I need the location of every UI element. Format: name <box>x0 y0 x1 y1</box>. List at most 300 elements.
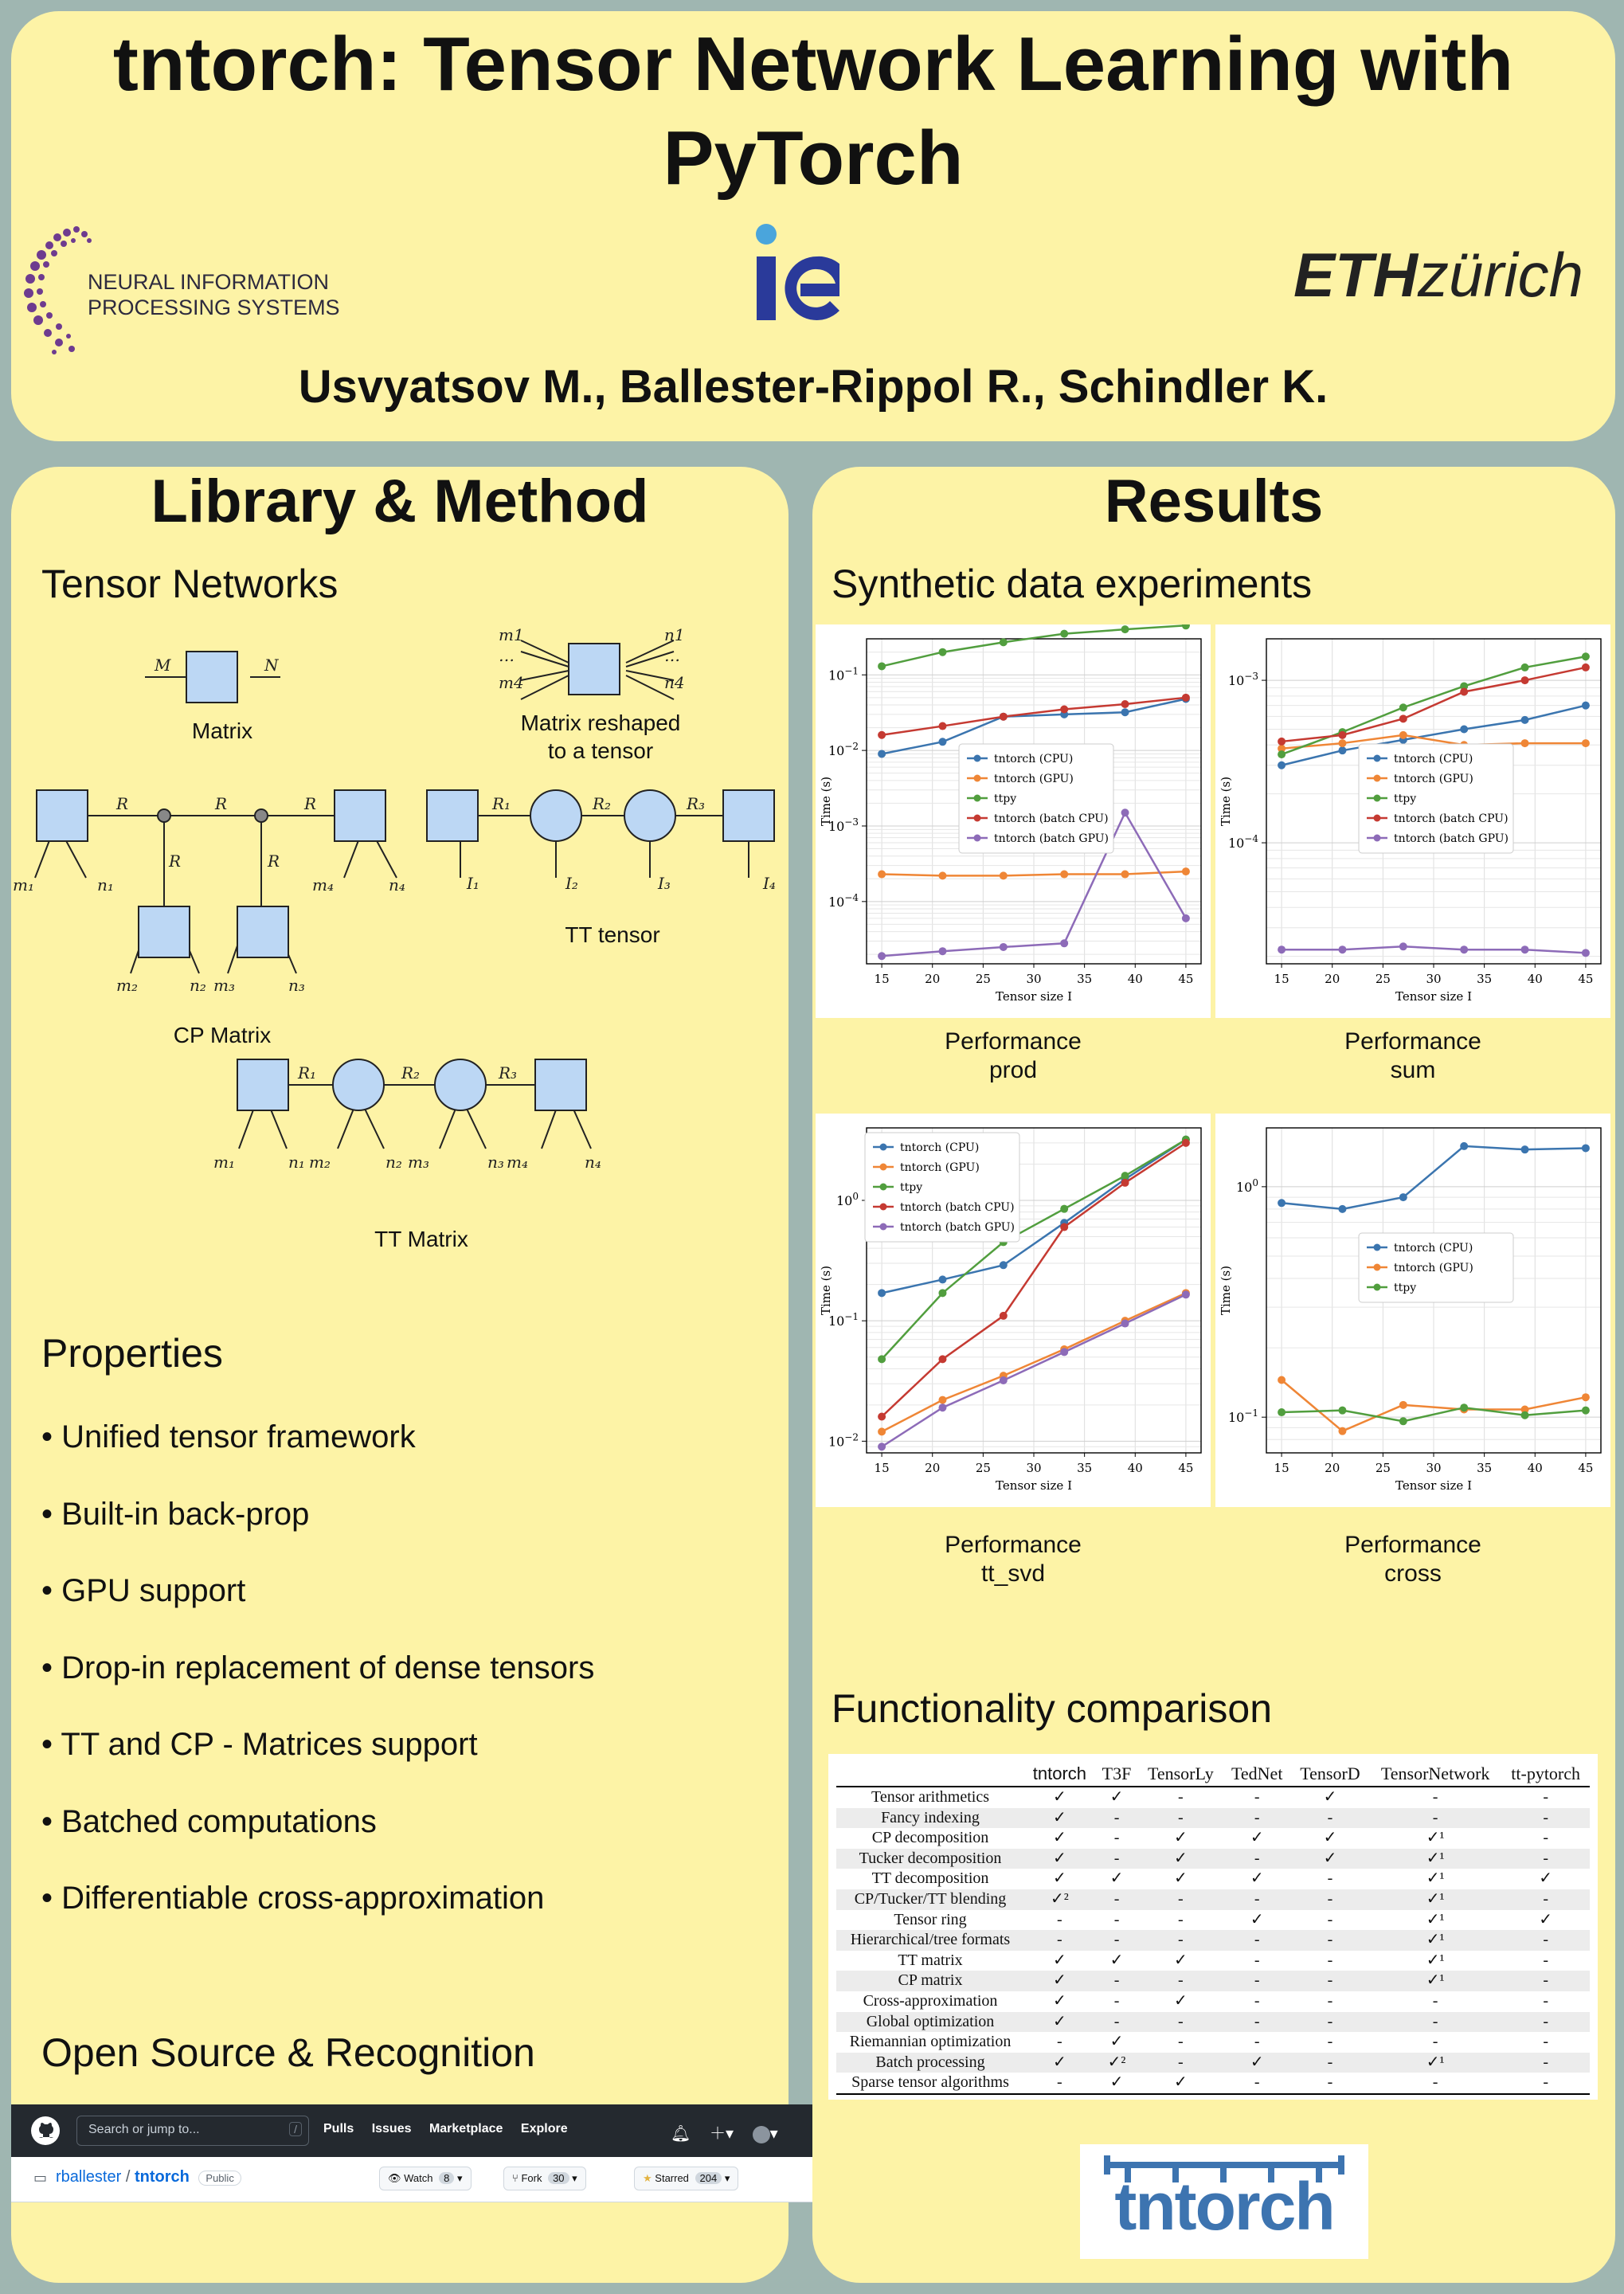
table-cell: ✓ <box>1250 1910 1264 1928</box>
repo-owner-link[interactable]: rballester <box>56 2168 122 2186</box>
github-topbar-actions <box>671 2120 778 2143</box>
fork-icon: ⑂ <box>512 2172 519 2184</box>
data-point <box>1582 1407 1590 1415</box>
table-cell: - <box>1501 2012 1590 2033</box>
svg-text:R₃: R₃ <box>499 1063 518 1082</box>
table-cell: - <box>1223 1889 1291 1910</box>
svg-text:R₁: R₁ <box>492 794 511 813</box>
table-cell: ✓ <box>1138 1849 1223 1869</box>
svg-text:n₃: n₃ <box>288 976 305 995</box>
svg-text:m₄: m₄ <box>312 875 334 895</box>
table-cell: - <box>1291 1971 1369 1991</box>
cp-hub-1 <box>158 809 170 822</box>
tt-tensor-core-4 <box>723 790 774 841</box>
data-point <box>1121 625 1129 633</box>
x-tick-label: 15 <box>1274 972 1289 986</box>
table-cell: - <box>1223 2073 1291 2094</box>
table-cell: ✓ <box>1173 1829 1188 1847</box>
data-point <box>1121 708 1129 716</box>
table-cell: ✓ <box>1539 1910 1553 1928</box>
table-cell: ✓ <box>1539 1869 1553 1888</box>
table-cell: - <box>1113 1991 1120 2010</box>
x-tick-label: 25 <box>1375 1461 1391 1475</box>
svg-text:I₁: I₁ <box>467 874 479 893</box>
table-row-label: Riemannian optimization <box>849 2033 1012 2051</box>
legend-label: ttpy <box>1394 1282 1417 1294</box>
tt-tensor-core-3 <box>624 790 675 841</box>
table-row-label: Fancy indexing <box>836 1808 1024 1829</box>
x-tick-label: 30 <box>1426 1461 1442 1475</box>
data-point <box>1182 1139 1190 1147</box>
data-point <box>938 1396 946 1404</box>
legend-label: tntorch (batch CPU) <box>1394 812 1509 825</box>
svg-text:R: R <box>304 794 317 813</box>
table-cell: ✓² <box>1024 1889 1095 1910</box>
data-point <box>878 750 886 757</box>
legend <box>1359 1233 1513 1302</box>
legend-label: tntorch (batch GPU) <box>900 1221 1015 1234</box>
data-point <box>1521 676 1529 684</box>
x-tick-label: 20 <box>1325 1461 1340 1475</box>
watch-button[interactable]: 👁︎ Watch 8 ▾ <box>379 2167 472 2190</box>
github-nav <box>323 2122 568 2136</box>
table-cell: - <box>1095 1849 1139 1869</box>
functionality-table-wrap <box>828 1754 1598 2100</box>
data-point <box>1000 1312 1008 1320</box>
data-point <box>1399 703 1407 711</box>
tensor-networks-heading: Tensor Networks <box>41 562 338 606</box>
property-item: • Unified tensor framework <box>41 1419 416 1454</box>
bell-icon[interactable]: 🔔︎ <box>671 2125 691 2143</box>
legend-label: tntorch (GPU) <box>1394 773 1473 785</box>
github-search-input[interactable] <box>76 2116 309 2146</box>
reshaped-caption-line1: Matrix reshaped <box>520 711 681 735</box>
x-tick-label: 20 <box>925 972 941 986</box>
table-cell: - <box>1138 2053 1223 2073</box>
eye-icon: 👁︎ <box>388 2172 401 2184</box>
x-tick-label: 20 <box>1325 972 1340 986</box>
reshaped-caption-line2: to a tensor <box>547 738 654 763</box>
y-tick-label: $10^0$ <box>836 1191 859 1209</box>
eth-logo-suffix: zürich <box>1418 240 1584 310</box>
table-header-cell: TensorD <box>1291 1762 1369 1787</box>
table-cell: ✓ <box>1024 2012 1095 2033</box>
table-row-label: Cross-approximation <box>863 1991 998 2010</box>
plot-tt-svd-svg <box>816 1114 1211 1507</box>
svg-text:m₁: m₁ <box>213 1153 235 1172</box>
table-cell: - <box>1223 1971 1291 1991</box>
data-point <box>878 1427 886 1435</box>
table-cell: - <box>1095 1971 1139 1991</box>
table-cell: ✓ <box>1109 1951 1124 1969</box>
data-point <box>1399 714 1407 722</box>
functionality-table <box>836 1762 1590 2095</box>
github-topbar <box>11 2104 816 2157</box>
table-row <box>836 1951 1590 1971</box>
data-point <box>1399 1417 1407 1425</box>
table-cell: ✓ <box>1323 1829 1337 1847</box>
data-point <box>1399 731 1407 739</box>
table-cell: - <box>1501 2053 1590 2073</box>
data-point <box>1060 939 1068 947</box>
poster-title: tntorch: Tensor Network Learning with PyTorch <box>112 22 1514 201</box>
data-point <box>878 662 886 670</box>
caption-sum: Performance sum <box>1344 1028 1481 1083</box>
legend-label: tntorch (batch GPU) <box>994 832 1109 845</box>
x-tick-label: 40 <box>1527 972 1543 986</box>
table-cell: ✓¹ <box>1369 1971 1501 1991</box>
table-row <box>836 2053 1590 2073</box>
data-point <box>938 1289 946 1297</box>
table-cell: - <box>1543 1951 1548 1969</box>
legend-marker <box>880 1164 887 1171</box>
table-cell: ✓¹ <box>1426 1869 1445 1888</box>
watch-count: 8 <box>439 2172 454 2184</box>
table-header-cell <box>836 1762 1024 1787</box>
star-button[interactable]: ★ Starred 204 ▾ <box>634 2167 738 2190</box>
data-point <box>1121 700 1129 708</box>
data-point <box>1460 725 1468 733</box>
table-cell: ✓ <box>1109 2033 1124 2051</box>
plot-prod <box>816 624 1211 1018</box>
table-cell: - <box>1501 1808 1590 1829</box>
y-tick-label: $10^{-3}$ <box>828 816 859 834</box>
data-point <box>1121 1172 1129 1180</box>
cp-hub-2 <box>255 809 268 822</box>
x-tick-label: 35 <box>1477 972 1493 986</box>
table-row-label: CP decomposition <box>871 1829 989 1847</box>
table-header-cell: T3F <box>1095 1762 1139 1787</box>
legend-label: tntorch (CPU) <box>994 753 1074 765</box>
table-cell: - <box>1327 1869 1333 1888</box>
data-point <box>878 1443 886 1450</box>
table-cell: ✓ <box>1095 2073 1139 2094</box>
x-tick-label: 15 <box>874 972 890 986</box>
eth-logo <box>1293 239 1583 311</box>
table-cell: - <box>1113 1829 1120 1847</box>
y-tick-label: $10^0$ <box>1236 1176 1258 1195</box>
property-item: • Batched computations <box>41 1803 377 1839</box>
plus-icon[interactable]: ＋▾ <box>709 2125 734 2143</box>
legend-marker <box>880 1144 887 1151</box>
legend-label: tntorch (batch CPU) <box>900 1201 1015 1214</box>
y-tick-label: $10^{-4}$ <box>1227 833 1258 851</box>
legend-label: tntorch (CPU) <box>1394 1242 1473 1255</box>
legend-marker <box>1374 815 1381 822</box>
x-tick-label: 25 <box>975 972 991 986</box>
header-panel <box>11 11 1615 441</box>
property-item: • Differentiable cross-approximation <box>41 1881 545 1916</box>
data-point <box>1338 746 1346 754</box>
table-row <box>836 2032 1590 2053</box>
data-point <box>938 738 946 746</box>
data-point <box>938 1355 946 1363</box>
data-point <box>1338 739 1346 747</box>
table-cell: - <box>1501 1971 1590 1991</box>
legend-marker <box>1374 755 1381 762</box>
x-tick-label: 45 <box>1578 972 1594 986</box>
table-cell: - <box>1095 1808 1139 1829</box>
table-cell: - <box>1024 1930 1095 1951</box>
svg-text:n₁: n₁ <box>288 1153 305 1172</box>
neurips-emblem-icon <box>18 217 97 360</box>
legend-label: tntorch (GPU) <box>994 773 1074 785</box>
y-tick-label: $10^{-1}$ <box>1227 1407 1258 1426</box>
x-tick-label: 35 <box>1477 1461 1493 1475</box>
svg-text:n₃: n₃ <box>487 1153 504 1172</box>
data-point <box>1521 1145 1529 1153</box>
legend-marker <box>1374 835 1381 842</box>
data-point <box>1521 1411 1529 1419</box>
x-tick-label: 45 <box>1178 1461 1194 1475</box>
data-point <box>1338 1427 1346 1435</box>
table-row-label: Tensor ring <box>894 1910 967 1928</box>
data-point <box>1338 945 1346 953</box>
matrix-caption: Matrix <box>191 718 253 743</box>
svg-text:n₂: n₂ <box>385 1153 402 1172</box>
eth-logo-bold: ETH <box>1293 240 1418 310</box>
legend-label: tntorch (GPU) <box>900 1161 980 1174</box>
table-header-row <box>836 1762 1590 1787</box>
table-cell: ✓ <box>1053 1951 1066 1969</box>
table-cell: - <box>1543 1829 1548 1847</box>
svg-text:m₂: m₂ <box>309 1153 331 1172</box>
svg-text:R: R <box>215 794 228 813</box>
table-row-label: CP/Tucker/TT blending <box>836 1889 1024 1910</box>
caption-tt-svd: Performance tt_svd <box>945 1532 1082 1587</box>
x-tick-label: 15 <box>874 1461 890 1475</box>
github-logo-icon[interactable] <box>30 2116 61 2146</box>
legend-marker <box>880 1204 887 1211</box>
synthetic-heading: Synthetic data experiments <box>832 562 1313 606</box>
neurips-line1: NEURAL INFORMATION <box>88 270 330 294</box>
legend-marker <box>1374 775 1381 782</box>
table-cell: ✓ <box>1250 1869 1264 1888</box>
legend-marker <box>974 775 981 782</box>
legend-label: ttpy <box>900 1181 923 1194</box>
table-cell: - <box>1291 1930 1369 1951</box>
table-row <box>836 1991 1590 2012</box>
data-point <box>1060 706 1068 714</box>
table-cell: ✓ <box>1024 2053 1095 2073</box>
svg-text:I₂: I₂ <box>565 874 578 893</box>
table-cell: ✓ <box>1053 1991 1066 2010</box>
data-point <box>878 952 886 960</box>
neurips-logo <box>18 217 352 360</box>
table-cell: - <box>1223 1930 1291 1951</box>
table-cell: - <box>1178 1910 1184 1928</box>
svg-text:n₄: n₄ <box>389 875 405 895</box>
legend-marker <box>880 1184 887 1191</box>
data-point <box>1182 624 1190 629</box>
matrix-node <box>186 652 237 703</box>
reshaped-right-3: n4 <box>664 673 685 692</box>
legend-marker <box>974 815 981 822</box>
table-cell: - <box>1291 1889 1369 1910</box>
table-cell: ✓¹ <box>1426 1910 1445 1928</box>
data-point <box>1000 1261 1008 1269</box>
repo-name-link[interactable]: tntorch <box>134 2168 190 2186</box>
plot-sum <box>1215 624 1610 1018</box>
y-axis-label: Time (s) <box>1219 1265 1233 1316</box>
data-point <box>1182 867 1190 875</box>
legend <box>865 1133 1019 1242</box>
data-point <box>1521 664 1529 671</box>
x-tick-label: 45 <box>1178 972 1194 986</box>
legend-marker <box>974 835 981 842</box>
plot-tt-svd <box>816 1114 1211 1507</box>
table-cell: - <box>1327 1910 1333 1928</box>
table-cell: ✓¹ <box>1369 2053 1501 2073</box>
svg-text:R₃: R₃ <box>687 794 706 813</box>
table-cell: - <box>1501 1889 1590 1910</box>
nav-marketplace[interactable]: Marketplace <box>429 2122 503 2135</box>
table-row-label: Batch processing <box>836 2053 1024 2073</box>
data-point <box>878 1412 886 1420</box>
y-tick-label: $10^{-2}$ <box>828 1431 859 1450</box>
table-cell: - <box>1432 1991 1438 2010</box>
data-point <box>1121 808 1129 816</box>
table-cell: ✓ <box>1109 1869 1124 1888</box>
table-cell: ✓ <box>1138 2073 1223 2094</box>
table-cell: ✓ <box>1053 1829 1066 1847</box>
table-cell: - <box>1327 2033 1333 2051</box>
legend-marker <box>880 1223 887 1231</box>
table-cell: - <box>1291 2053 1369 2073</box>
data-point <box>1121 871 1129 879</box>
property-item: • GPU support <box>41 1573 246 1608</box>
data-point <box>1060 1205 1068 1213</box>
table-cell: - <box>1113 1910 1120 1928</box>
table-cell: - <box>1138 2012 1223 2033</box>
cp-node-4 <box>335 790 385 841</box>
reshaped-right-2: … <box>664 646 680 665</box>
tt-tensor-caption: TT tensor <box>565 922 660 947</box>
table-cell: ✓ <box>1173 1951 1188 1969</box>
table-cell: - <box>1254 1788 1260 1806</box>
table-row <box>836 2073 1590 2094</box>
table-row-label: Tucker decomposition <box>836 1849 1024 1869</box>
table-cell: ✓ <box>1053 1869 1066 1888</box>
table-cell: - <box>1057 1910 1062 1928</box>
svg-text:m₄: m₄ <box>507 1153 528 1172</box>
tt-matrix-core-2 <box>333 1059 384 1110</box>
svg-text:n₁: n₁ <box>97 875 114 895</box>
data-point <box>1338 1407 1346 1415</box>
property-item: • Built-in back-prop <box>41 1496 310 1532</box>
legend-label: tntorch (GPU) <box>1394 1262 1473 1274</box>
legend-label: tntorch (CPU) <box>1394 753 1473 765</box>
data-point <box>1060 1223 1068 1231</box>
reshaped-caption <box>489 709 712 765</box>
tt-tensor-core-2 <box>530 790 581 841</box>
repo-icon: ▭ <box>33 2170 48 2186</box>
data-point <box>938 648 946 656</box>
results-panel <box>812 467 1615 2283</box>
data-point <box>1060 630 1068 638</box>
data-point <box>1182 914 1190 922</box>
table-cell: ✓¹ <box>1426 1829 1445 1847</box>
table-cell: - <box>1095 1930 1139 1951</box>
properties-list <box>41 1419 774 1958</box>
y-tick-label: $10^{-2}$ <box>828 741 859 759</box>
table-row <box>836 1849 1590 1869</box>
x-tick-label: 20 <box>925 1461 941 1475</box>
nav-pulls[interactable]: Pulls <box>323 2122 354 2135</box>
table-row <box>836 1828 1590 1849</box>
fork-button[interactable]: ⑂ Fork 30 ▾ <box>503 2167 586 2190</box>
cp-node-1 <box>37 790 88 841</box>
tt-matrix-caption: TT Matrix <box>374 1227 468 1251</box>
reshaped-matrix-node <box>569 644 620 695</box>
table-cell: ✓ <box>1223 2053 1291 2073</box>
legend-label: tntorch (CPU) <box>900 1141 980 1154</box>
nav-issues[interactable]: Issues <box>371 2122 412 2135</box>
x-tick-label: 40 <box>1527 1461 1543 1475</box>
data-point <box>938 1403 946 1411</box>
legend <box>1359 744 1513 853</box>
table-row-label: Hierarchical/tree formats <box>836 1930 1024 1951</box>
data-point <box>1060 1348 1068 1356</box>
y-tick-label: $10^{-3}$ <box>1227 671 1258 689</box>
y-tick-label: $10^{-4}$ <box>828 891 859 910</box>
table-cell: ✓ <box>1053 1788 1066 1806</box>
data-point <box>1582 1393 1590 1401</box>
table-cell: - <box>1138 1808 1223 1829</box>
table-cell: - <box>1543 2033 1548 2051</box>
legend-marker <box>1374 1264 1381 1271</box>
avatar[interactable] <box>753 2126 770 2143</box>
nav-explore[interactable]: Explore <box>520 2122 568 2135</box>
svg-text:R₂: R₂ <box>401 1063 421 1082</box>
library-method-title: Library & Method <box>151 468 649 535</box>
table-cell: - <box>1327 1991 1333 2010</box>
data-point <box>1399 1401 1407 1409</box>
x-tick-label: 35 <box>1077 1461 1093 1475</box>
plot-cross <box>1215 1114 1610 1507</box>
table-header-cell: tt-pytorch <box>1501 1762 1590 1787</box>
legend-label: ttpy <box>994 793 1017 805</box>
table-cell: - <box>1501 1930 1590 1951</box>
data-point <box>1338 731 1346 739</box>
authors: Usvyatsov M., Ballester-Rippol R., Schindler K. <box>298 361 1329 413</box>
data-point <box>1000 871 1008 879</box>
table-cell: - <box>1057 2033 1062 2051</box>
table-cell: ✓ <box>1291 1849 1369 1869</box>
tt-tensor-core-1 <box>427 790 478 841</box>
table-row-label: TT matrix <box>898 1951 963 1969</box>
svg-text:R₂: R₂ <box>593 794 612 813</box>
data-point <box>1278 1199 1286 1207</box>
x-tick-label: 25 <box>1375 972 1391 986</box>
data-point <box>1060 871 1068 879</box>
table-header-cell: TensorLy <box>1138 1762 1223 1787</box>
visibility-badge: Public <box>198 2171 241 2186</box>
data-point <box>1399 942 1407 950</box>
property-item: • TT and CP - Matrices support <box>41 1727 478 1762</box>
star-icon: ★ <box>643 2172 652 2184</box>
table-row-label: Sparse tensor algorithms <box>836 2073 1024 2094</box>
matrix-label-m: M <box>155 656 171 675</box>
table-cell: - <box>1543 1788 1548 1806</box>
data-point <box>1521 739 1529 747</box>
data-point <box>1399 1193 1407 1201</box>
table-cell: ✓ <box>1173 1991 1188 2010</box>
x-tick-label: 30 <box>1026 1461 1042 1475</box>
chevron-down-icon[interactable]: ▾ <box>769 2125 778 2143</box>
legend-label: ttpy <box>1394 793 1417 805</box>
table-cell: ✓ <box>1024 1849 1095 1869</box>
